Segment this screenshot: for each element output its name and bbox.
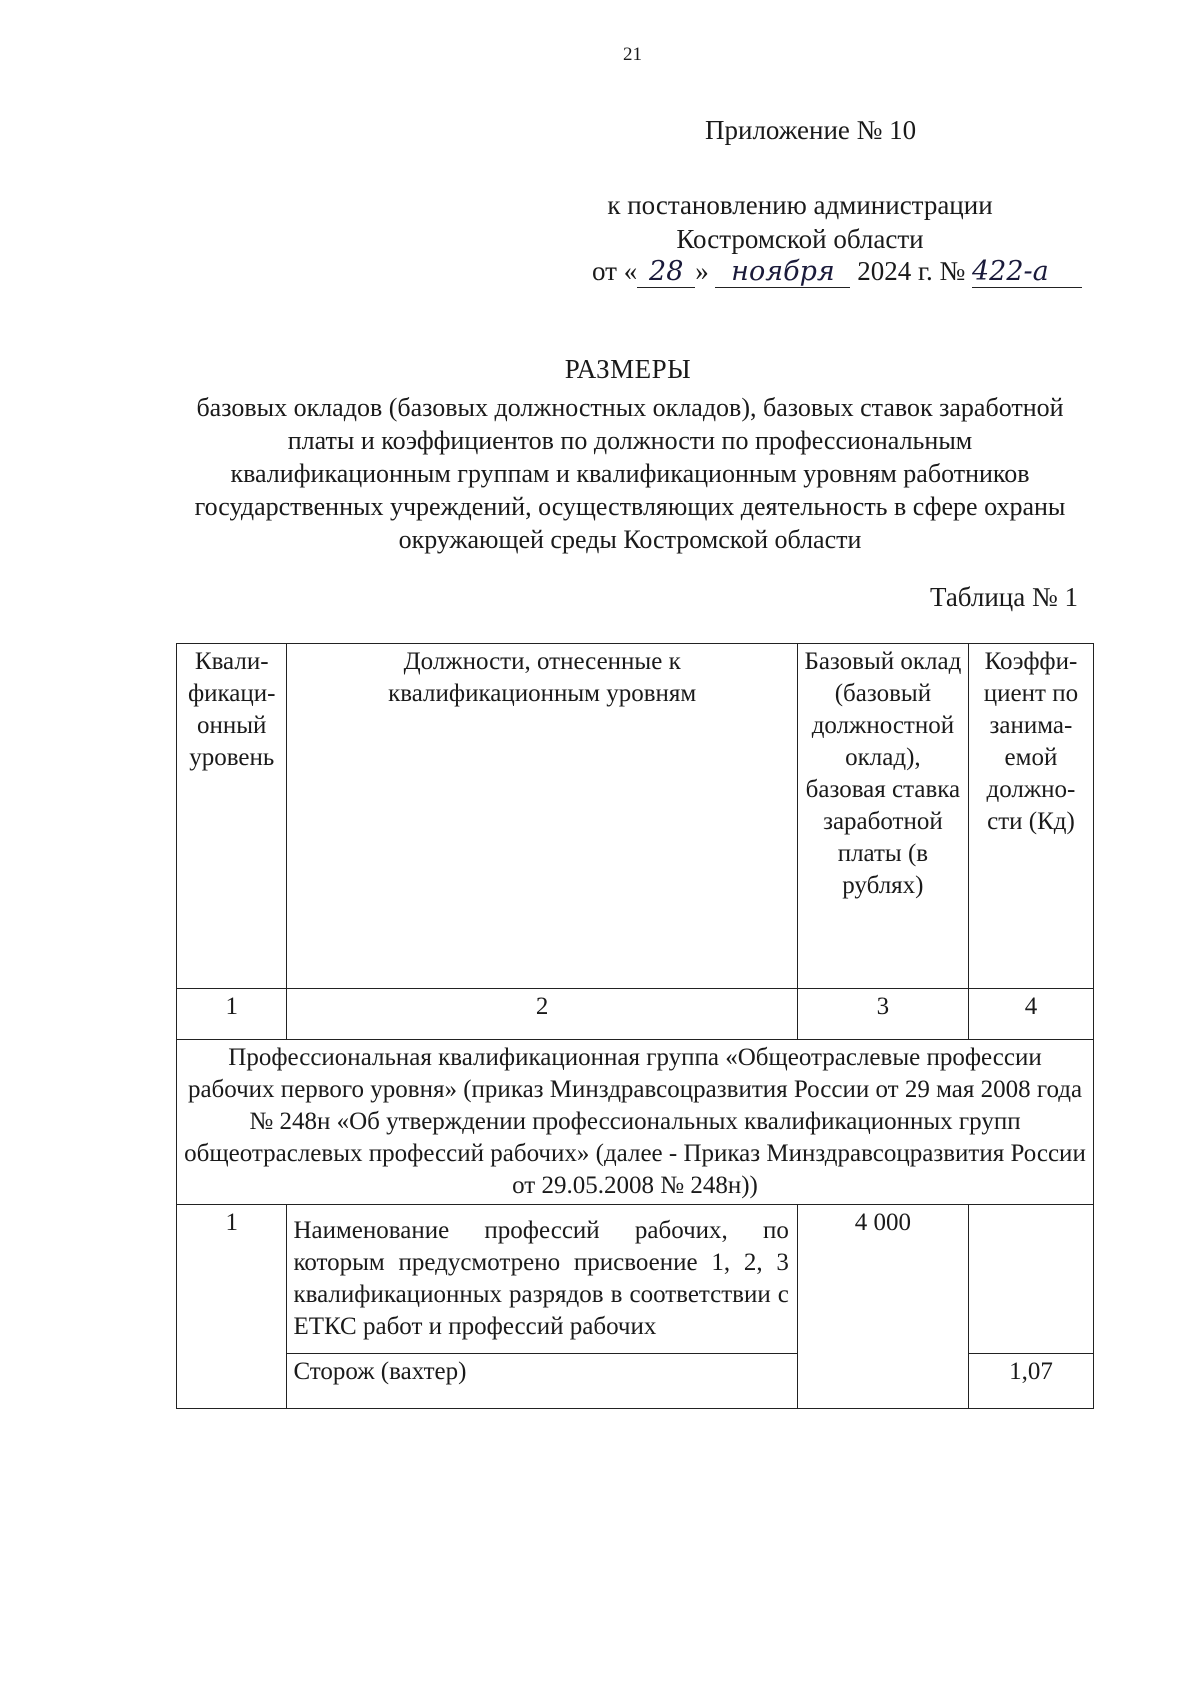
header-coefficient: Коэффи-циент по занима-емой должно-сти (Кд): [968, 644, 1093, 989]
page-number: 21: [623, 44, 642, 65]
document-subtitle: базовых окладов (базовых должностных окладов), базовых ставок заработной платы и коэффициентов по должности по профессиональным квалификационным группам и квалификационным уровням работников государственных учреждений, осуществляющих деятельность в сфере охраны окружающей среды Костромской области: [194, 393, 1066, 554]
table-row: [177, 1205, 1094, 1354]
table-caption: Таблица № 1: [930, 582, 1078, 612]
date-prefix: от «: [592, 256, 638, 286]
header-salary: Базовый оклад (базовый должностной оклад), базовая ставка заработной платы (в рублях): [797, 644, 968, 989]
date-mid: »: [695, 256, 709, 286]
group-row: [177, 1040, 1094, 1205]
column-number: 3: [797, 989, 968, 1040]
column-number: 2: [287, 989, 797, 1040]
appendix-title: Приложение № 10: [705, 115, 917, 145]
level-cell: 1: [177, 1205, 287, 1409]
decree-line-2: Костромской области: [676, 224, 924, 254]
header-level: Квали-фикаци-онный уровень: [177, 644, 287, 989]
document-title: РАЗМЕРЫ: [564, 354, 692, 384]
column-number: 4: [968, 989, 1093, 1040]
date-year: 2024 г. №: [857, 256, 966, 286]
position-cell: Наименование профессий рабочих, по которым предусмотрено присвоение 1, 2, 3 квалификационных разрядов в соответствии с ЕТКС работ и профессий рабочих: [287, 1205, 797, 1354]
coefficient-cell: 1,07: [968, 1354, 1093, 1409]
position-cell: Сторож (вахтер): [287, 1354, 797, 1409]
salary-table: [176, 643, 1094, 1409]
decree-number-handwritten: 422-а: [972, 256, 1082, 288]
table-header-row: [177, 644, 1094, 989]
salary-cell: 4 000: [797, 1205, 968, 1409]
coefficient-cell: [968, 1205, 1093, 1354]
decree-line-1: к постановлению администрации: [607, 190, 993, 220]
date-month-handwritten: ноября: [715, 256, 850, 288]
group-title: Профессиональная квалификационная группа «Общеотраслевые профессии рабочих первого уровня» (приказ Минздравсоцразвития России от 29 мая 2008 года № 248н «Об утверждении профессиональных квалификационных групп общеотраслевых профессий рабочих» (далее - Приказ Минздравсоцразвития России от 29.05.2008 № 248н)): [177, 1040, 1094, 1205]
header-positions: Должности, отнесенные к квалификационным уровням: [287, 644, 797, 989]
column-numbers-row: [177, 989, 1094, 1040]
column-number: 1: [177, 989, 287, 1040]
date-day-handwritten: 28: [637, 256, 695, 288]
decree-date: [592, 256, 1082, 288]
